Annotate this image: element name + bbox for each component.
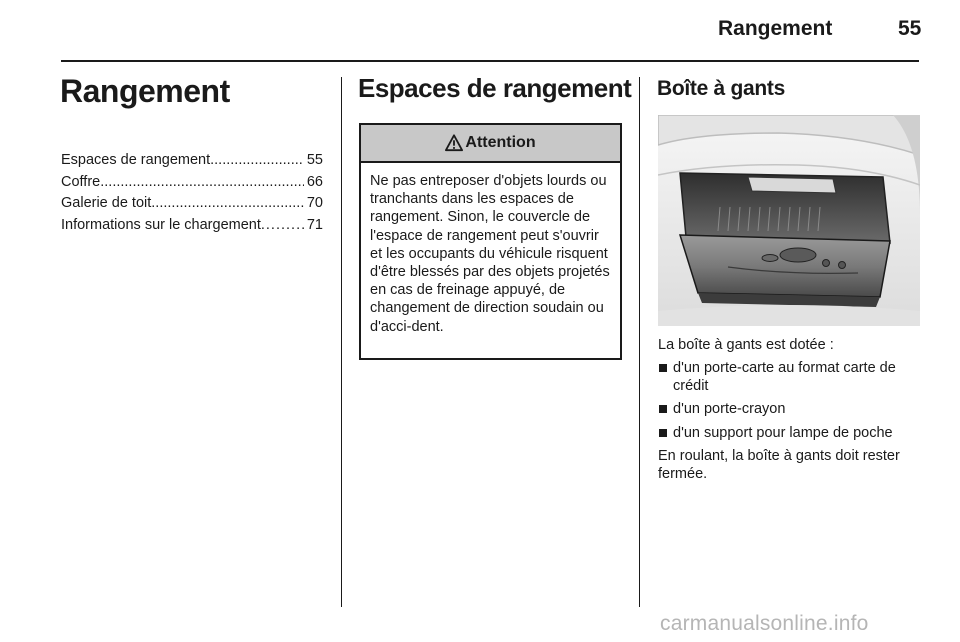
glovebox-illustration bbox=[658, 115, 920, 326]
toc-leader-dots bbox=[210, 150, 304, 172]
feature-text: d'un porte-carte au format carte de crédit bbox=[673, 360, 896, 394]
toc-entry-label: Informations sur le chargement bbox=[61, 216, 261, 233]
list-item bbox=[658, 401, 922, 419]
feature-text: d'un support pour lampe de poche bbox=[673, 424, 893, 441]
attention-box bbox=[359, 123, 622, 360]
toc-entry-label: Espaces de rangement bbox=[61, 152, 211, 168]
watermark: carmanualsonline.info bbox=[660, 612, 869, 635]
toc-entry[interactable] bbox=[61, 172, 323, 194]
glovebox-title: Boîte à gants bbox=[657, 77, 785, 100]
list-item bbox=[658, 360, 922, 395]
toc-entry-page: 71 bbox=[306, 216, 323, 233]
running-header-title: Rangement bbox=[718, 17, 833, 40]
section-title: Espaces de rangement bbox=[358, 73, 632, 103]
page-number: 55 bbox=[898, 17, 922, 40]
toc-leader-dots bbox=[100, 172, 304, 194]
toc-leader-dots bbox=[261, 215, 304, 237]
glovebox-intro: La boîte à gants est dotée : bbox=[658, 337, 834, 353]
attention-header bbox=[361, 125, 620, 163]
chapter-title: Rangement bbox=[60, 73, 230, 109]
attention-text: Ne pas entreposer d'objets lourds ou tranchants dans les espaces de rangement. Sinon, le couvercle de l'espace de rangement peut s'ouvrir et les occupants du véhicule risquent d'être blessés par des objets projetés en cas de freinage appuyé, de changement de direction soudain ou d'acci-dent. bbox=[370, 173, 610, 335]
toc-entry-page: 66 bbox=[306, 173, 323, 190]
toc-leader-dots bbox=[151, 193, 304, 215]
warning-triangle-icon bbox=[445, 134, 463, 152]
bullet-square-icon bbox=[659, 429, 667, 437]
toc-entry-label: Coffre bbox=[61, 173, 101, 190]
bullet-square-icon bbox=[659, 364, 667, 372]
toc-entry[interactable] bbox=[61, 215, 323, 237]
toc-entry[interactable] bbox=[61, 193, 323, 215]
table-of-contents bbox=[61, 150, 323, 236]
toc-entry-label: Galerie de toit bbox=[61, 195, 152, 211]
bullet-square-icon bbox=[659, 405, 667, 413]
column-divider-2 bbox=[639, 77, 640, 607]
column-divider-1 bbox=[341, 77, 342, 607]
toc-entry-page: 70 bbox=[306, 195, 323, 211]
toc-entry[interactable] bbox=[61, 150, 323, 172]
glovebox-feature-list bbox=[658, 360, 922, 448]
feature-text: d'un porte-crayon bbox=[673, 401, 786, 417]
list-item bbox=[658, 425, 922, 443]
glovebox-closing-note: En roulant, la boîte à gants doit rester fermée. bbox=[658, 448, 900, 482]
attention-heading: Attention bbox=[465, 134, 536, 151]
toc-entry-page: 55 bbox=[306, 152, 323, 168]
header-divider bbox=[61, 60, 919, 62]
